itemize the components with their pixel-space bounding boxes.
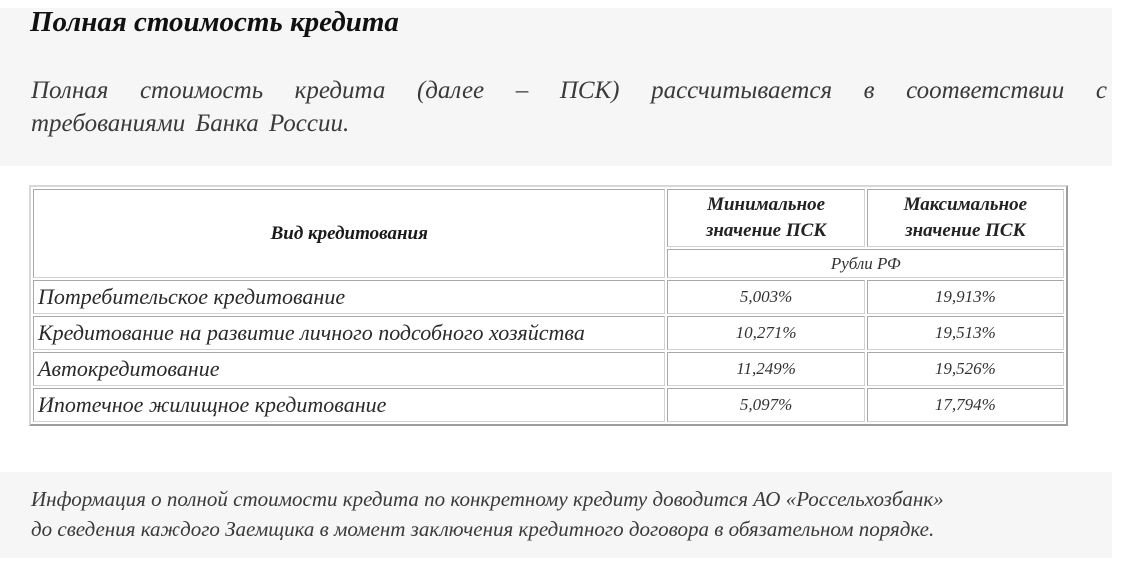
row-max-psk: 19,513% (867, 316, 1064, 350)
row-max-psk: 19,526% (867, 352, 1064, 386)
header-credit-type: Вид кредитования (33, 189, 665, 278)
page-title: Полная стоимость кредита (30, 6, 399, 38)
table-header-row (33, 189, 1064, 247)
header-max-psk: Максимальное значение ПСК (867, 189, 1064, 247)
row-min-psk: 5,003% (667, 280, 864, 314)
footer-line-2: до сведения каждого Заемщика в момент заключения кредитного договора в обязательном порядке. (31, 517, 935, 541)
psk-table (29, 185, 1068, 426)
footer-note (31, 484, 1111, 544)
row-min-psk: 11,249% (667, 352, 864, 386)
row-min-psk: 10,271% (667, 316, 864, 350)
row-credit-type: Ипотечное жилищное кредитование (33, 388, 665, 422)
intro-line-2: требованиями Банка России. (31, 110, 350, 137)
table-row (33, 316, 1064, 350)
row-max-psk: 17,794% (867, 388, 1064, 422)
table-row (33, 352, 1064, 386)
row-max-psk: 19,913% (867, 280, 1064, 314)
intro-paragraph (31, 74, 1107, 140)
table-row (33, 388, 1064, 422)
currency-label: Рубли РФ (667, 249, 1064, 278)
row-credit-type: Автокредитование (33, 352, 665, 386)
row-min-psk: 5,097% (667, 388, 864, 422)
row-credit-type: Потребительское кредитование (33, 280, 665, 314)
header-min-psk: Минимальное значение ПСК (667, 189, 864, 247)
footer-line-1: Информация о полной стоимости кредита по конкретному кредиту доводится АО «Россельхозбанк» (31, 487, 944, 511)
table-row (33, 280, 1064, 314)
row-credit-type: Кредитование на развитие личного подсобного хозяйства (33, 316, 665, 350)
intro-line-1: Полная стоимость кредита (далее – ПСК) рассчитывается в соответствии с (31, 77, 1107, 104)
